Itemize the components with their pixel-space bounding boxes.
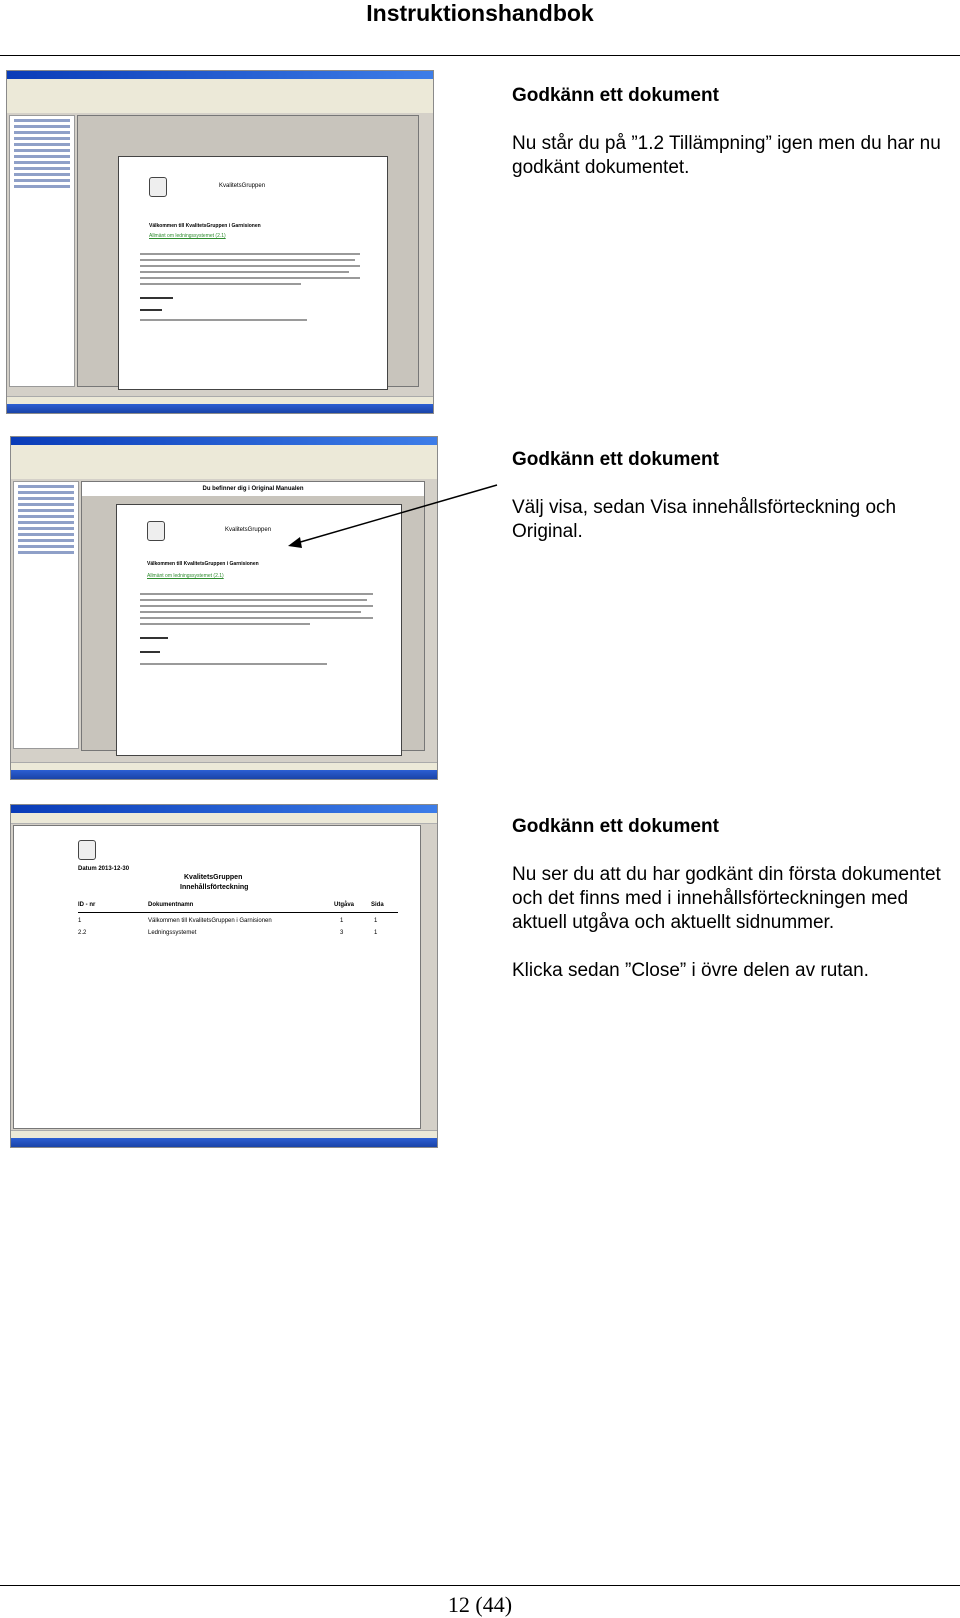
preview-pane: Datum 2013-12-30 KvalitetsGruppen Innehållsförteckning ID - nr Dokumentnamn Utgåva Sida 1 Välkommen till KvalitetsGruppen i Garnisionen 1 1 2.2 Ledningssystemet 3 1 — [13, 825, 421, 1129]
col-edition: Utgåva — [334, 902, 355, 908]
screenshot-print-preview-toc — [10, 804, 438, 1148]
doc-name: KvalitetsGruppen — [219, 183, 266, 189]
toc-header-rule — [78, 912, 398, 913]
status-bar — [11, 1130, 437, 1138]
section-heading: Godkänn ett dokument — [512, 816, 719, 837]
section-paragraph: Nu står du på ”1.2 Tillämpning” igen men du har nu godkänt dokumentet. — [512, 133, 941, 178]
window-titlebar — [11, 805, 437, 813]
taskbar — [11, 1138, 437, 1147]
page-number: 12 (44) — [447, 1592, 513, 1617]
doc-welcome: Välkommen till KvalitetsGruppen i Garnisionen — [149, 223, 261, 229]
footer-rule — [0, 1585, 960, 1586]
toc-date: Datum 2013-12-30 — [78, 866, 130, 872]
toc-company: KvalitetsGruppen — [184, 874, 243, 881]
document-header-title: Instruktionshandbok — [366, 0, 594, 26]
col-name: Dokumentnamn — [148, 902, 194, 908]
col-id: ID - nr — [78, 902, 96, 908]
preview-toolbar — [11, 813, 437, 824]
section-approve-3 — [512, 815, 942, 1007]
logo-icon — [78, 840, 96, 860]
doc-link: Allmänt om ledningssystemet (2.1) — [147, 573, 224, 579]
section-paragraph: Välj visa, sedan Visa innehållsförteckning och Original. — [512, 497, 897, 542]
doc-welcome: Välkommen till KvalitetsGruppen i Garnisionen — [147, 561, 259, 567]
col-page: Sida — [371, 902, 384, 908]
doc-link: Allmänt om ledningssystemet (2.1) — [149, 233, 226, 239]
section-approve-1 — [512, 84, 942, 204]
section-paragraph: Klicka sedan ”Close” i övre delen av rutan. — [512, 960, 869, 981]
original-banner: Du befinner dig i Original Manualen — [82, 482, 424, 496]
toc-title: Innehållsförteckning — [180, 884, 249, 891]
section-heading: Godkänn ett dokument — [512, 85, 719, 106]
section-approve-2 — [512, 448, 942, 568]
section-paragraph: Nu ser du att du har godkänt din första dokumentet och det finns med i innehållsförteckningen med aktuell utgåva och aktuellt sidnummer. — [512, 864, 941, 933]
section-heading: Godkänn ett dokument — [512, 449, 719, 470]
doc-name: KvalitetsGruppen — [225, 527, 272, 533]
